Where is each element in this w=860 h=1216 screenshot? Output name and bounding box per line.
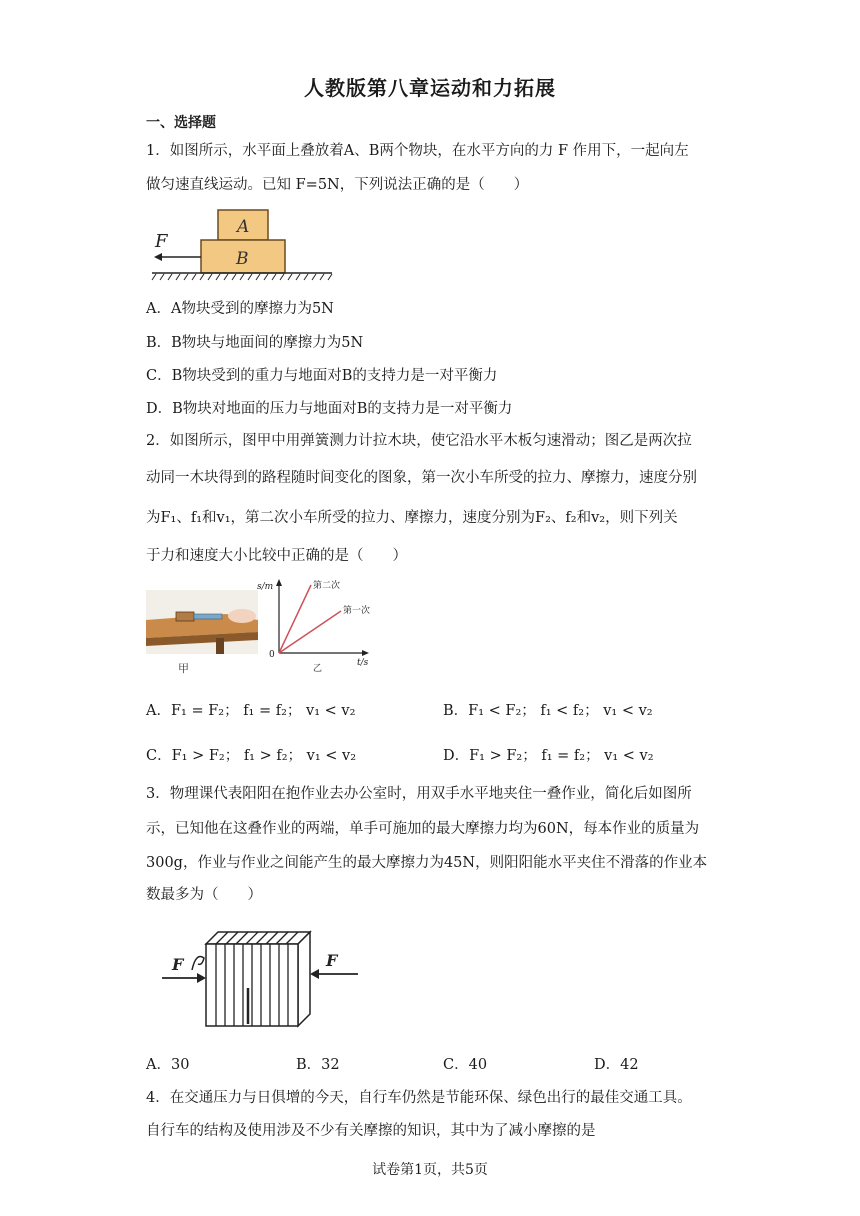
q2-text-line4: 于力和速度大小比较中正确的是（ ） [146, 548, 407, 564]
q3-text-line4: 数最多为（ ） [146, 887, 262, 903]
q2-text-line1: 2．如图所示，图甲中用弹簧测力计拉木块，使它沿水平木板匀速滑动；图乙是两次拉 [146, 433, 692, 449]
q2-label-yi: 乙 [313, 664, 323, 672]
q3-text-line1: 3．物理课代表阳阳在抱作业去办公室时，用双手水平地夹住一叠作业，简化后如图所 [146, 786, 692, 802]
q1-label-f: F [155, 231, 168, 252]
q2-option-a: A．F₁ = F₂； f₁ = f₂； v₁ < v₂ [146, 703, 356, 719]
q3-figure-book-stack [158, 928, 363, 1038]
q2-option-b: B．F₁ < F₂； f₁ < f₂； v₁ < v₂ [443, 703, 653, 719]
q1-text-line1: 1．如图所示，水平面上叠放着A、B两个物块，在水平方向的力 F 作用下，一起向左 [146, 143, 689, 159]
q2-text-line2: 动同一木块得到的路程随时间变化的图象，第一次小车所受的拉力、摩擦力，速度分别 [146, 470, 697, 486]
q2-figure-jia [146, 590, 258, 675]
q3-option-b: B．32 [296, 1057, 340, 1073]
q3-option-a: A．30 [146, 1057, 190, 1073]
q2-label-jia: 甲 [178, 662, 189, 675]
q2-y-axis-label: s/m [257, 582, 274, 592]
q1-option-d: D．B物块对地面的压力与地面对B的支持力是一对平衡力 [146, 401, 513, 417]
q3-option-d: D．42 [594, 1057, 639, 1073]
q4-text-line2: 自行车的结构及使用涉及不少有关摩擦的知识，其中为了减小摩擦的是 [146, 1123, 596, 1139]
q2-origin-label: 0 [269, 650, 275, 660]
q2-series-first: 第一次 [343, 606, 371, 616]
q3-label-f-left: F [172, 955, 184, 974]
q4-text-line1: 4．在交通压力与日俱增的今天，自行车仍然是节能环保、绿色出行的最佳交通工具。 [146, 1090, 692, 1106]
q2-text-line3: 为F₁、f₁和v₁，第二次小车所受的拉力、摩擦力，速度分别为F₂、f₂和v₂，则下列关 [146, 510, 678, 526]
section-heading: 一、选择题 [146, 115, 216, 131]
q1-option-a: A．A物块受到的摩擦力为5N [146, 301, 334, 317]
page-title: 人教版第八章运动和力拓展 [304, 76, 556, 100]
q1-option-b: B．B物块与地面间的摩擦力为5N [146, 335, 364, 351]
q3-option-c: C．40 [443, 1057, 488, 1073]
q1-text-line2: 做匀速直线运动。已知 F=5N，下列说法正确的是（ ） [146, 177, 529, 193]
q2-figure-yi-graph [255, 577, 375, 672]
q1-label-a: A [237, 217, 250, 237]
q2-option-c: C．F₁ > F₂； f₁ > f₂； v₁ < v₂ [146, 748, 357, 764]
q1-label-b: B [236, 249, 249, 269]
q2-series-second: 第二次 [313, 581, 341, 591]
q1-option-c: C．B物块受到的重力与地面对B的支持力是一对平衡力 [146, 368, 498, 384]
q2-x-axis-label: t/s [357, 658, 369, 668]
q1-figure-blocks [150, 205, 335, 285]
q3-text-line3: 300g，作业与作业之间能产生的最大摩擦力为45N，则阳阳能水平夹住不滑落的作业本 [146, 855, 708, 871]
q2-option-d: D．F₁ > F₂； f₁ = f₂； v₁ < v₂ [443, 748, 654, 764]
q3-label-f-right: F [326, 951, 338, 970]
q3-text-line2: 示，已知他在这叠作业的两端，单手可施加的最大摩擦力均为60N，每本作业的质量为 [146, 821, 700, 837]
page-footer: 试卷第1页，共5页 [372, 1162, 488, 1178]
